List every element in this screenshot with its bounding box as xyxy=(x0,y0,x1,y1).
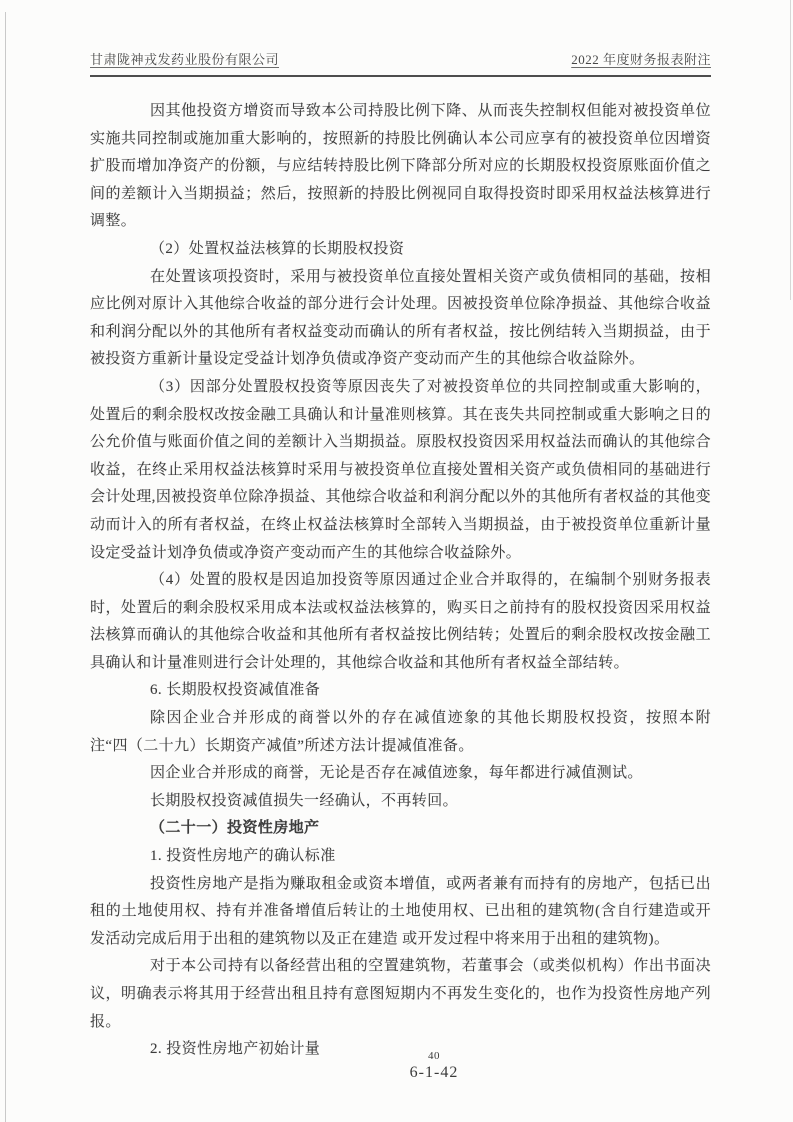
paragraph: （4）处置的股权是因追加投资等原因通过企业合并取得的，在编制个别财务报表时，处置后的剩余股权采用成本法或权益法核算的，购买日之前持有的股权投资因采用权益法核算而确认的其他综合收益和其他所有者权益按比例结转；处置后的剩余股权改按金融工具确认和计量准则进行会计处理的，其他综合收益和其他所有者权益全部结转。 xyxy=(90,572,711,671)
header-company-name: 甘肃陇神戎发药业股份有限公司 xyxy=(90,52,280,67)
sub-heading: 6. 长期股权投资减值准备 xyxy=(150,682,321,699)
section-heading: （二十一）投资性房地产 xyxy=(150,820,320,837)
paragraph: 在处置该项投资时，采用与被投资单位直接处置相关资产或负债相同的基础，按相应比例对原计入其他综合收益的部分进行会计处理。因被投资单位除净损益、其他综合收益和利润分配以外的其他所有者权益变动而确认的所有者权益，按比例结转入当期损益，由于被投资方重新计量设定受益计划净负债或净资产变动而产生的其他综合收益除外。 xyxy=(90,268,711,368)
scan-edge-left xyxy=(5,12,6,1122)
paragraph: （3）因部分处置股权投资等原因丧失了对被投资单位的共同控制或重大影响的，处置后的剩余股权改按金融工具确认和计量准则核算。其在丧失共同控制或重大影响之日的公允价值与账面价值之间的差额计入当期损益。原股权投资因采用权益法而确认的其他综合收益，在终止采用权益法核算时采用与被投资单位直接处置相关资产或负债相同的基础进行会计处理,因被投资单位除净损益、其他综合收益和利润分配以外的其他所有者权益的其他变动而计入的所有者权益，在终止权益法核算时全部转入当期损益，由于被投资单位重新计量设定受益计划净负债或净资产变动而产生的其他综合收益除外。 xyxy=(90,378,711,561)
header-report-title: 2022 年度财务报表附注 xyxy=(571,52,711,67)
page-number: 40 xyxy=(428,1050,440,1062)
document-footer xyxy=(410,1050,459,1083)
paragraph: 投资性房地产是指为赚取租金或资本增值，或两者兼有而持有的房地产，包括已出租的土地使用权、持有并准备增值后转让的土地使用权、已出租的建筑物(含自行建造或开发活动完成后用于出租的建筑物以及正在建造 或开发过程中将来用于出租的建筑物)。 xyxy=(90,875,711,947)
sub-heading: （2）处置权益法核算的长期股权投资 xyxy=(150,240,405,257)
document-header xyxy=(90,50,711,77)
page-code: 6-1-42 xyxy=(409,1064,459,1081)
paragraph: 长期股权投资减值损失一经确认，不再转回。 xyxy=(150,792,459,809)
sub-heading: 1. 投资性房地产的确认标准 xyxy=(150,848,336,865)
paragraph: 除因企业合并形成的商誉以外的存在减值迹象的其他长期股权投资，按照本附注“四（二十九）长期资产减值”所述方法计提减值准备。 xyxy=(90,710,711,754)
paragraph: 因企业合并形成的商誉，无论是否存在减值迹象，每年都进行减值测试。 xyxy=(150,765,643,782)
document-body xyxy=(90,98,711,1064)
scan-edge-right xyxy=(790,0,791,300)
paragraph: 因其他投资方增资而导致本公司持股比例下降、从而丧失控制权但能对被投资单位实施共同控制或施加重大影响的，按照新的持股比例确认本公司应享有的被投资单位因增资扩股而增加净资产的份额，与应结转持股比例下降部分所对应的长期股权投资原账面价值之间的差额计入当期损益；然后，按照新的持股比例视同自取得投资时即采用权益法核算进行调整。 xyxy=(90,103,711,230)
sub-heading: 2. 投资性房地产初始计量 xyxy=(150,1041,321,1058)
page-content xyxy=(90,50,711,1064)
paragraph: 对于本公司持有以备经营出租的空置建筑物，若董事会（或类似机构）作出书面决议，明确表示将其用于经营出租且持有意图短期内不再发生变化的，也作为投资性房地产列报。 xyxy=(90,958,711,1030)
